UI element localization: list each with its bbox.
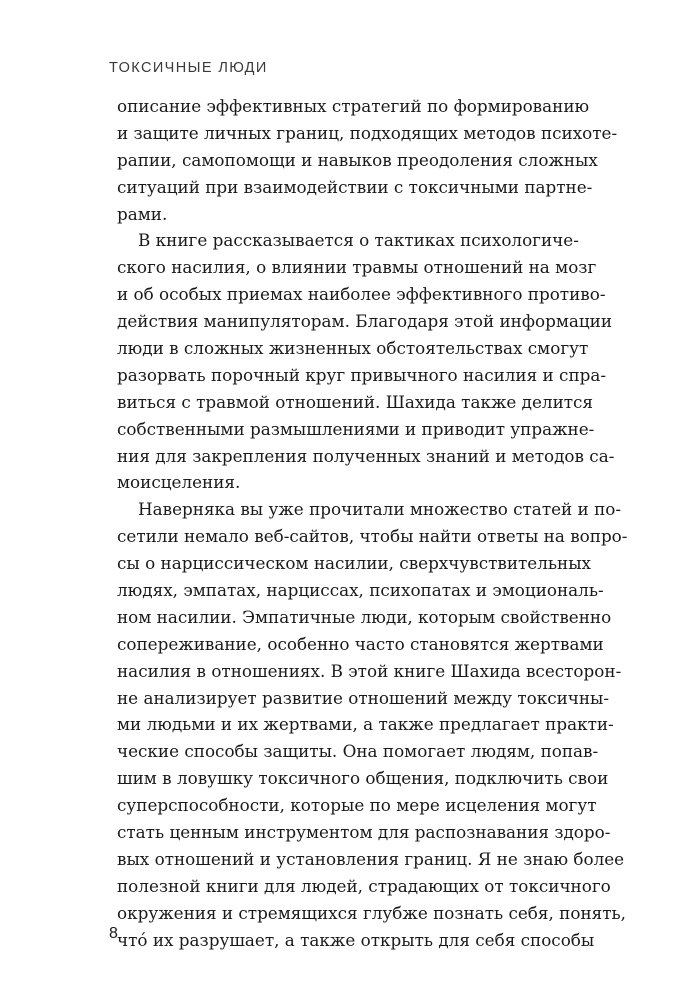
text-line: сетили немало веб-сайтов, чтобы найти ответы на вопро-: [117, 526, 628, 547]
text-line: люди в сложных жизненных обстоятельствах смогут: [117, 338, 589, 359]
text-line: стать ценным инструментом для распознавания здоро-: [117, 822, 611, 843]
text-line: сы о нарциссическом насилии, сверхчувствительных: [117, 553, 592, 574]
running-title: ТОКСИЧНЫЕ ЛЮДИ: [109, 60, 268, 76]
text-line: моисцеления.: [117, 472, 241, 493]
text-line: не анализирует развитие отношений между токсичны-: [117, 687, 610, 708]
text-line: ситуаций при взаимодействии с токсичными партне-: [117, 176, 593, 197]
text-line: суперспособности, которые по мере исцеления могут: [117, 795, 597, 816]
text-line: и об особых приемах наиболее эффективного противо-: [117, 284, 606, 305]
text-line: окружения и стремящихся глубже познать себя, понять,: [117, 902, 626, 923]
text-line: вых отношений и установления границ. Я не знаю более: [117, 848, 625, 869]
text-line: Наверняка вы уже прочитали множество статей и по-: [138, 499, 622, 520]
text-line: рапии, самопомощи и навыков преодоления сложных: [117, 149, 598, 170]
paragraph: [117, 496, 628, 953]
text-line: действия манипуляторам. Благодаря этой информации: [117, 311, 613, 332]
text-line: виться с травмой отношений. Шахида также делится: [117, 391, 594, 412]
text-line: ми людьми и их жертвами, а также предлагает практи-: [117, 714, 614, 735]
text-line: насилия в отношениях. В этой книге Шахида всесторон-: [117, 660, 622, 681]
text-line: ния для закрепления полученных знаний и методов са-: [117, 445, 615, 466]
text-line: рами.: [117, 203, 168, 224]
body-text: [117, 93, 628, 954]
text-line: шим в ловушку токсичного общения, подключить свои: [117, 768, 609, 789]
text-line: ского насилия, о влиянии травмы отношений на мозг: [117, 257, 597, 278]
page-number: 8: [109, 925, 118, 942]
text-line: описание эффективных стратегий по формированию: [117, 96, 590, 116]
paragraph: [117, 93, 618, 227]
text-line: ческие способы защиты. Она помогает людям, попав-: [117, 741, 599, 762]
text-line: собственными размышлениями и приводит упражне-: [117, 418, 595, 439]
text-line: сопереживание, особенно часто становятся жертвами: [117, 633, 604, 654]
text-line: В книге рассказывается о тактиках психологиче-: [138, 230, 579, 251]
text-line: разорвать порочный круг привычного насилия и спра-: [117, 364, 607, 385]
text-line: полезной книги для людей, страдающих от токсичного: [117, 875, 611, 896]
text-line: и защите личных границ, подходящих методов психоте-: [117, 122, 618, 143]
text-line: людях, эмпатах, нарциссах, психопатах и эмоциональ-: [117, 580, 604, 601]
text-line: ном насилии. Эмпатичные люди, которым свойственно: [117, 606, 612, 627]
paragraph: [117, 227, 615, 496]
text-line: чтó их разрушает, а также открыть для себя способы: [117, 929, 595, 950]
